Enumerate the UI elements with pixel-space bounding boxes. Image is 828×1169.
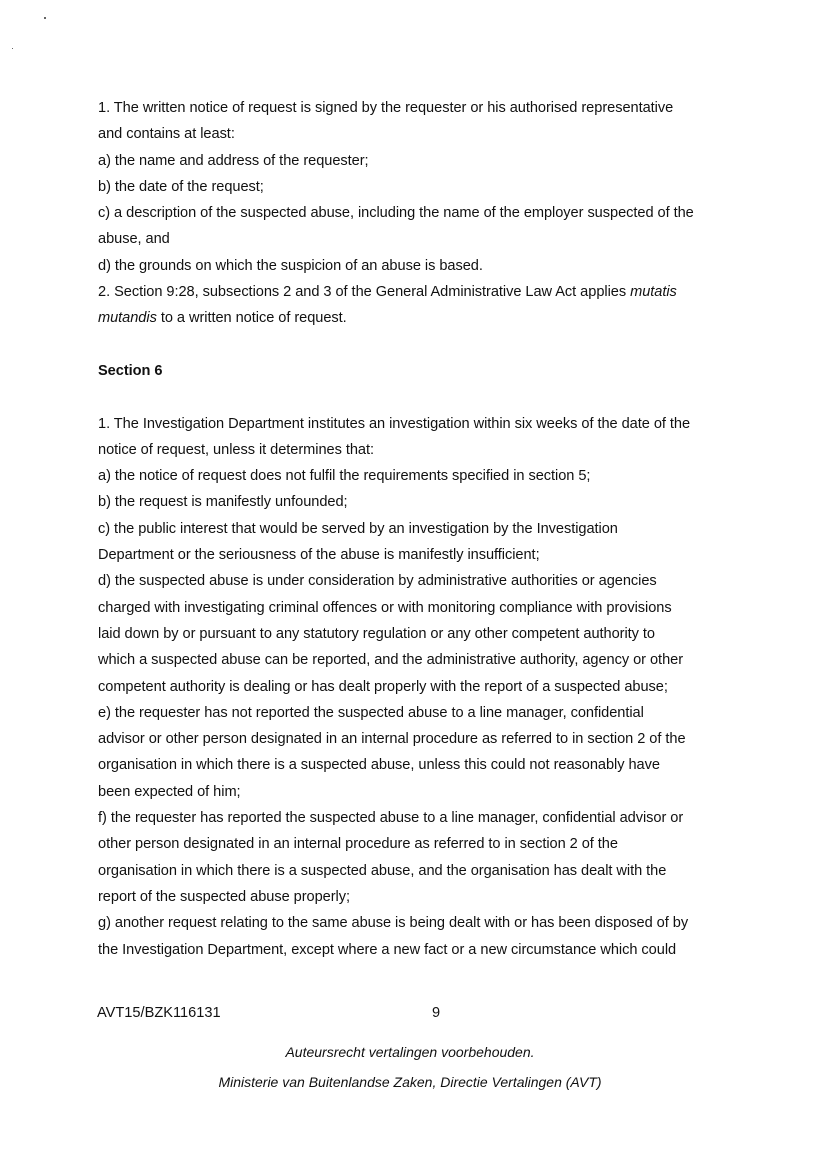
text-line: 1. The Investigation Department institutes an investigation within six weeks of the date of the: [98, 415, 691, 432]
text-line: been expected of him;: [98, 783, 241, 800]
text-line: organisation in which there is a suspected abuse, and the organisation has dealt with the: [98, 862, 667, 879]
text-line: notice of request, unless it determines that:: [98, 441, 374, 458]
text-line: Department or the seriousness of the abuse is manifestly insufficient;: [98, 547, 540, 564]
text-line: advisor or other person designated in an internal procedure as referred to in section 2 of the: [98, 731, 686, 748]
text-line: and contains at least:: [98, 126, 235, 143]
document-body: [98, 95, 748, 963]
page-number: 9: [432, 1005, 441, 1021]
paragraph-gap: [98, 384, 748, 410]
text-line: [98, 279, 748, 305]
text-line: b) the request is manifestly unfounded;: [98, 494, 348, 511]
text-line: d) the grounds on which the suspicion of an abuse is based.: [98, 257, 483, 274]
scan-speck: [12, 48, 13, 49]
text-run: 2. Section 9:28, subsections 2 and 3 of the General Administrative Law Act applies: [98, 284, 631, 301]
document-reference: AVT15/BZK116131: [97, 1005, 221, 1021]
ministry-notice: Ministerie van Buitenlandse Zaken, Directie Vertalingen (AVT): [218, 1074, 602, 1090]
text-line: abuse, and: [98, 231, 170, 248]
italic-term: mutandis: [98, 310, 157, 327]
text-line: e) the requester has not reported the suspected abuse to a line manager, confidential: [98, 704, 644, 721]
paragraph-gap: [98, 332, 748, 358]
text-line: report of the suspected abuse properly;: [98, 888, 350, 905]
text-line: [98, 305, 748, 331]
scan-speck: [44, 17, 46, 19]
text-line: b) the date of the request;: [98, 178, 264, 195]
text-line: c) the public interest that would be served by an investigation by the Investigation: [98, 520, 618, 537]
text-line: f) the requester has reported the suspected abuse to a line manager, confidential advisor or: [98, 810, 684, 827]
italic-term: mutatis: [630, 284, 677, 301]
text-line: the Investigation Department, except where a new fact or a new circumstance which could: [98, 941, 677, 958]
text-line: a) the notice of request does not fulfil the requirements specified in section 5;: [98, 468, 591, 485]
text-line: c) a description of the suspected abuse, including the name of the employer suspected of the: [98, 205, 694, 222]
text-line: a) the name and address of the requester;: [98, 152, 369, 169]
copyright-notice: Auteursrecht vertalingen voorbehouden.: [285, 1044, 535, 1060]
text-line: other person designated in an internal procedure as referred to in section 2 of the: [98, 836, 618, 853]
text-line: competent authority is dealing or has dealt properly with the report of a suspected abuse;: [98, 678, 668, 695]
text-line: 1. The written notice of request is signed by the requester or his authorised representative: [98, 100, 674, 116]
section-heading: Section 6: [98, 362, 163, 379]
text-line: laid down by or pursuant to any statutory regulation or any other competent authority to: [98, 625, 655, 642]
text-line: organisation in which there is a suspected abuse, unless this could not reasonably have: [98, 757, 660, 774]
text-run: to a written notice of request.: [156, 310, 347, 327]
text-line: which a suspected abuse can be reported, and the administrative authority, agency or other: [98, 652, 684, 669]
text-line: g) another request relating to the same abuse is being dealt with or has been disposed of by: [98, 915, 689, 932]
text-line: charged with investigating criminal offences or with monitoring compliance with provisions: [98, 599, 672, 616]
text-line: d) the suspected abuse is under consideration by administrative authorities or agencies: [98, 573, 657, 590]
